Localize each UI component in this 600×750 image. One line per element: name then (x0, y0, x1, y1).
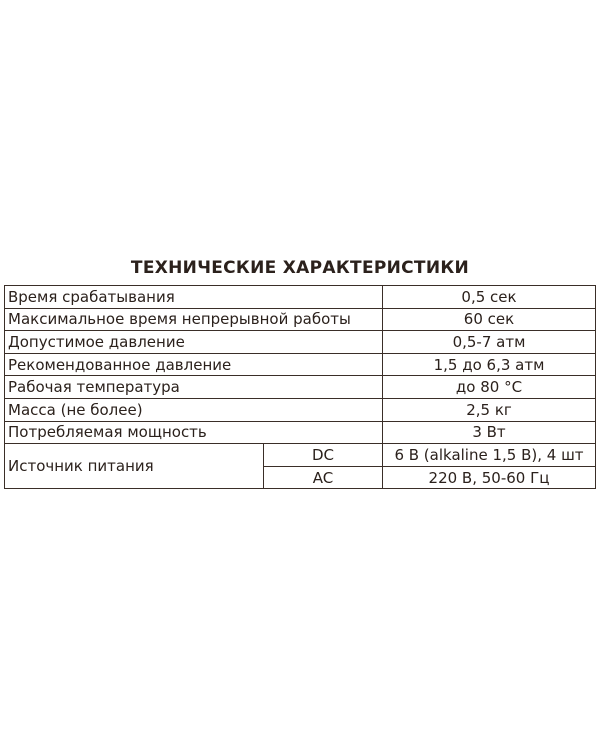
table-row (5, 331, 596, 354)
spec-label: Время срабатывания (5, 286, 383, 309)
table-row (5, 353, 596, 376)
spec-value: 0,5 сек (383, 286, 596, 309)
specs-table (4, 285, 596, 489)
spec-label: Допустимое давление (5, 331, 383, 354)
table-row (5, 376, 596, 399)
spec-label: Потребляемая мощность (5, 421, 383, 444)
spec-value: 0,5-7 атм (383, 331, 596, 354)
spec-label: Максимальное время непрерывной работы (5, 308, 383, 331)
spec-value: 1,5 до 6,3 атм (383, 353, 596, 376)
spec-value: 3 Вт (383, 421, 596, 444)
power-value: 220 В, 50-60 Гц (383, 466, 596, 489)
power-type: AC (264, 466, 383, 489)
page-title: ТЕХНИЧЕСКИЕ ХАРАКТЕРИСТИКИ (130, 258, 470, 278)
power-source-label: Источник питания (5, 444, 264, 489)
table-row (5, 398, 596, 421)
table-row (5, 308, 596, 331)
spec-label: Масса (не более) (5, 398, 383, 421)
power-value: 6 В (alkaline 1,5 В), 4 шт (383, 444, 596, 467)
spec-value: 60 сек (383, 308, 596, 331)
table-row (5, 444, 596, 467)
spec-label: Рекомендованное давление (5, 353, 383, 376)
spec-value: до 80 °С (383, 376, 596, 399)
spec-value: 2,5 кг (383, 398, 596, 421)
table-row (5, 286, 596, 309)
spec-label: Рабочая температура (5, 376, 383, 399)
power-type: DC (264, 444, 383, 467)
table-row (5, 421, 596, 444)
